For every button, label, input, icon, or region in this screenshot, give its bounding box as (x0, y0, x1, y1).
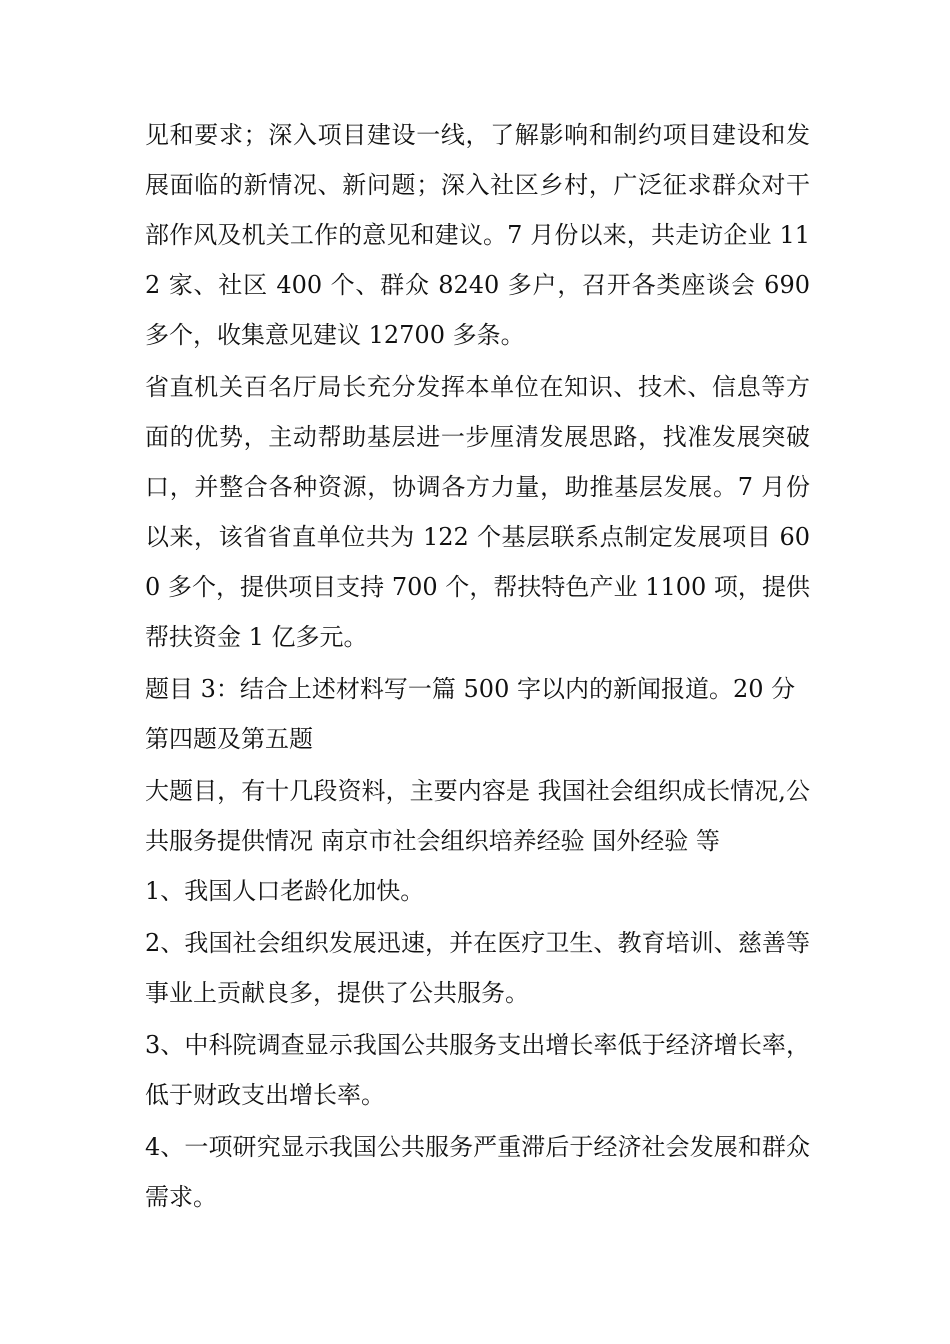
list-item-1: 1、我国人口老龄化加快。 (145, 877, 425, 905)
paragraph-survey-results: 见和要求；深入项目建设一线，了解影响和制约项目建设和发展面临的新情况、新问题；深入社区乡村，广泛征求群众对干部作风及机关工作的意见和建议。7 月份以来，共走访企业 112 家、社区 400 个、群众 8240 多户，召开各类座谈会 690 多个，收集意见建议 12700 多条。 (145, 121, 810, 349)
section-heading-q4-q5: 第四题及第五题 (145, 725, 313, 753)
paragraph-officials-support: 省直机关百名厅局长充分发挥本单位在知识、技术、信息等方面的优势，主动帮助基层进一步厘清发展思路，找准发展突破口，并整合各种资源，协调各方力量，助推基层发展。7 月份以来，该省省直单位共为 122 个基层联系点制定发展项目 600 多个，提供项目支持 700 个，帮扶特色产业 1100 项，提供帮扶资金 1 亿多元。 (145, 373, 810, 651)
list-item-2: 2、我国社会组织发展迅速，并在医疗卫生、教育培训、慈善等事业上贡献良多，提供了公共服务。 (145, 929, 810, 1007)
paragraph-main-topic: 大题目，有十几段资料，主要内容是 我国社会组织成长情况,公共服务提供情况 南京市社会组织培养经验 国外经验 等 (145, 777, 810, 855)
question-3-prompt: 题目 3：结合上述材料写一篇 500 字以内的新闻报道。20 分 (145, 675, 796, 703)
list-item-4: 4、一项研究显示我国公共服务严重滞后于经济社会发展和群众需求。 (145, 1133, 810, 1211)
document-body (145, 110, 810, 1222)
list-item-3: 3、中科院调查显示我国公共服务支出增长率低于经济增长率，低于财政支出增长率。 (145, 1031, 810, 1109)
